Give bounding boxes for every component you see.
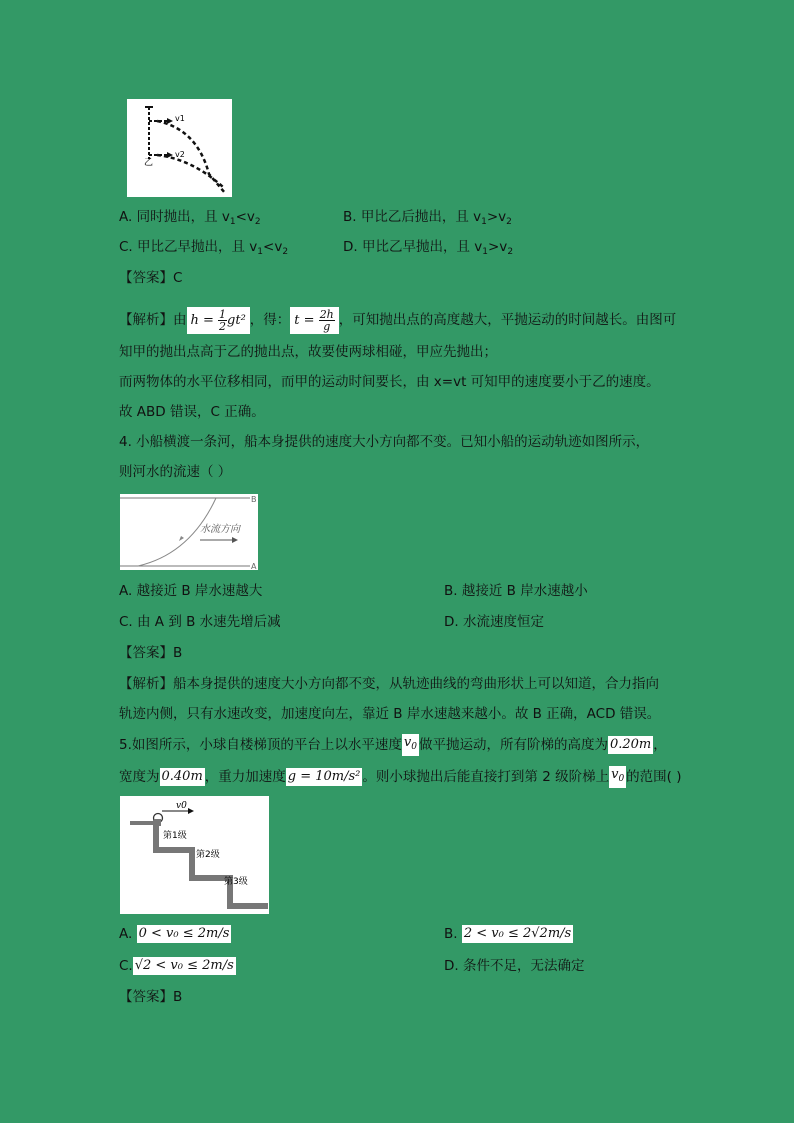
q4-stem-line1: 4. 小船横渡一条河，船本身提供的速度大小方向都不变。已知小船的运动轨迹如图所示， — [119, 434, 650, 450]
q4-label-flow: 水流方向 — [200, 524, 240, 535]
q3-option-a: A. 同时抛出，且 $v_1<v_2$ — [119, 209, 261, 227]
q3-analysis-line3: 而两物体的水平位移相同，而甲的运动时间要长，由 x=vt 可知甲的速度要小于乙的速度。 — [119, 374, 660, 390]
q4-label-b: B — [251, 495, 257, 504]
q5-label-v0: v0 — [176, 801, 187, 811]
q5-width: 0.40m — [161, 769, 203, 784]
q5-label-step1: 第1级 — [163, 831, 187, 841]
q4-option-c: C. 由 A 到 B 水速先增后减 — [119, 614, 281, 630]
q3-answer: 【答案】C — [119, 270, 183, 286]
q5-option-b: B. 2 < v₀ ≤ 2√2m/s — [444, 926, 572, 942]
q4-option-d: D. 水流速度恒定 — [444, 614, 544, 630]
formula-h: h = $\frac{1}{2}$ gt² — [187, 307, 250, 334]
q3-trajectory-diagram — [127, 99, 232, 197]
q3-option-d: D. 甲比乙早抛出，且 $v_1>v_2$ — [343, 239, 514, 257]
q4-figure — [120, 494, 258, 570]
q5-v0: $v_0$ — [402, 734, 419, 756]
q5-label-step3: 第3级 — [224, 877, 248, 887]
q3-analysis-line1: 【解析】由 h = $\frac{1}{2}$ gt² ，得： t = $\frac{2h}{g}$ ，可知抛出点的高度越大，平抛运动的时间越长。由图可 — [119, 307, 677, 333]
q4-stem-line2: 则河水的流速（ ） — [119, 464, 232, 480]
q4-analysis-line2: 轨迹内侧，只有水速改变，加速度向左，靠近 B 岸水速越来越小。故 B 正确，ACD 错误。 — [119, 706, 661, 722]
q5-stairs-diagram — [120, 796, 269, 914]
q5-answer: 【答案】B — [119, 989, 183, 1005]
q5-option-d: D. 条件不足，无法确定 — [444, 958, 585, 974]
q5-height: 0.20m — [609, 737, 652, 752]
formula-t: t = $\frac{2h}{g}$ — [290, 307, 338, 334]
q3-option-c: C. 甲比乙早抛出，且 $v_1<v_2$ — [119, 239, 289, 257]
q3-analysis-line2: 知甲的抛出点高于乙的抛出点，故要使两球相碰，甲应先抛出； — [119, 344, 497, 360]
q4-option-a: A. 越接近 B 岸水速越大 — [119, 583, 263, 599]
q5-figure — [120, 796, 269, 914]
q5-label-step2: 第2级 — [196, 850, 220, 860]
q5-gravity: g = 10m/s² — [287, 769, 361, 784]
q3-figure — [127, 99, 232, 197]
q5-v0-2: $v_0$ — [609, 766, 626, 788]
q4-option-b: B. 越接近 B 岸水速越小 — [444, 583, 588, 599]
q5-option-a: A. 0 < v₀ ≤ 2m/s — [119, 926, 230, 942]
q3-label-v1: v1 — [175, 114, 185, 123]
q3-option-b: B. 甲比乙后抛出，且 $v_1>v_2$ — [343, 209, 512, 227]
q5-option-c: C. √2 < v₀ ≤ 2m/s — [119, 958, 234, 974]
q4-river-diagram — [120, 494, 258, 570]
q4-answer: 【答案】B — [119, 645, 183, 661]
q4-analysis-line1: 【解析】船本身提供的速度大小方向都不变，从轨迹曲线的弯曲形状上可以知道，合力指向 — [119, 676, 659, 692]
q3-label-v2: v2 — [175, 150, 185, 159]
q4-label-a: A — [251, 562, 257, 570]
q5-stem-line1: 5.如图所示，小球自楼梯顶的平台上以水平速度 $v_0$ 做平抛运动，所有阶梯的高度为 0.20m ， — [119, 734, 667, 756]
q3-label-yi: 乙 — [144, 158, 154, 168]
q5-stem-line2: 宽度为 0.40m ，重力加速度 g = 10m/s² 。则小球抛出后能直接打到第 2 级阶梯上 $v_0$ 的范围( ) — [119, 766, 682, 788]
q3-analysis-line4: 故 ABD 错误，C 正确。 — [119, 404, 265, 420]
